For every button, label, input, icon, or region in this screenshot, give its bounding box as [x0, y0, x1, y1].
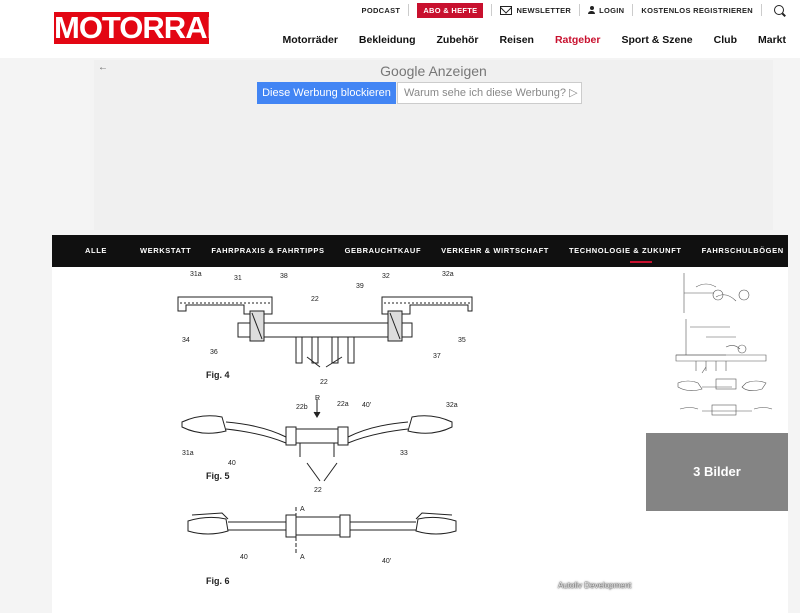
play-icon: ▷: [569, 87, 578, 99]
cat-gebrauchtkauf[interactable]: GEBRAUCHTKAUF: [344, 246, 422, 255]
podcast-link[interactable]: PODCAST: [361, 5, 401, 15]
part-40-fig6: 40: [240, 554, 248, 561]
ads-label: Anzeigen: [428, 63, 487, 79]
part-32: 32: [382, 273, 390, 280]
fig6-drawing: [188, 507, 456, 555]
nav-sport-szene[interactable]: Sport & Szene: [621, 34, 693, 46]
part-22a: 22a: [337, 401, 349, 408]
image-credit: Autoliv Development: [558, 581, 632, 590]
ad-container: [94, 60, 773, 230]
part-A-bottom: A: [300, 554, 305, 561]
fig4-drawing: [178, 297, 472, 367]
fig5-drawing: [182, 399, 452, 481]
login-label: LOGIN: [599, 5, 625, 15]
nav-zubehoer[interactable]: Zubehör: [436, 34, 479, 46]
fig4-label: Fig. 4: [206, 370, 230, 380]
part-33: 33: [400, 450, 408, 457]
cat-verkehr[interactable]: VERKEHR & WIRTSCHAFT: [441, 246, 549, 255]
motorrad-logo[interactable]: MOTORRAD: [54, 10, 228, 45]
nav-bekleidung[interactable]: Bekleidung: [358, 34, 416, 46]
cat-alle[interactable]: ALLE: [85, 246, 107, 255]
thumbnail-1[interactable]: [676, 273, 749, 355]
part-31: 31: [234, 275, 242, 282]
search-icon: [774, 5, 784, 15]
nav-reisen[interactable]: Reisen: [499, 34, 534, 46]
part-32a-fig5: 32a: [446, 402, 458, 409]
top-links: [354, 2, 792, 18]
part-35: 35: [458, 337, 466, 344]
google-label: Google: [380, 63, 426, 79]
nav-ratgeber[interactable]: Ratgeber: [554, 34, 601, 46]
why-ad-label: Warum sehe ich diese Werbung?: [404, 87, 567, 99]
fig6-label: Fig. 6: [206, 576, 230, 586]
part-R: R: [315, 395, 321, 402]
nav-markt[interactable]: Markt: [757, 34, 786, 46]
newsletter-label: NEWSLETTER: [516, 5, 572, 15]
ad-back-icon[interactable]: ←: [98, 62, 108, 73]
cat-werkstatt[interactable]: WERKSTATT: [139, 246, 192, 255]
part-A-top: A: [300, 506, 305, 513]
image-count-overlay[interactable]: 3 Bilder: [646, 433, 788, 511]
part-22: 22: [311, 296, 319, 303]
cat-fahrpraxis[interactable]: FAHRPRAXIS & FAHRTIPPS: [211, 246, 325, 255]
search-button[interactable]: [762, 5, 792, 15]
nav-club[interactable]: Club: [713, 34, 737, 46]
part-40: 40: [228, 460, 236, 467]
part-32a: 32a: [442, 271, 454, 278]
part-40-prime-fig6: 40': [382, 558, 392, 565]
register-link[interactable]: KOSTENLOS REGISTRIEREN: [641, 5, 753, 15]
part-34: 34: [182, 337, 190, 344]
mail-icon: [500, 6, 512, 15]
nav-motorraeder[interactable]: Motorräder: [282, 34, 338, 46]
fig5-label: Fig. 5: [206, 471, 230, 481]
part-40-prime: 40': [362, 402, 372, 409]
part-39: 39: [356, 283, 364, 290]
thumbnail-strip: [646, 267, 788, 613]
google-ads-label: [94, 63, 773, 79]
part-31a: 31a: [190, 271, 202, 278]
main-nav: [261, 34, 786, 46]
part-38: 38: [280, 273, 288, 280]
abo-hefte-button[interactable]: ABO & HEFTE: [417, 3, 483, 18]
block-ad-button[interactable]: Diese Werbung blockieren: [257, 82, 396, 104]
patent-drawing[interactable]: [172, 267, 512, 607]
part-22b: 22b: [296, 404, 308, 411]
part-31a-fig5: 31a: [182, 450, 194, 457]
category-nav: [52, 235, 788, 267]
newsletter-link[interactable]: [492, 6, 579, 15]
part-22-fig4: 22: [320, 379, 328, 386]
thumbnail-2[interactable]: [676, 355, 772, 415]
part-37: 37: [433, 353, 441, 360]
image-gallery: [52, 267, 788, 613]
part-22-fig5: 22: [314, 487, 322, 494]
cat-fahrschulboegen[interactable]: FAHRSCHULBÖGEN: [701, 246, 784, 255]
part-36: 36: [210, 349, 218, 356]
why-ad-button[interactable]: [397, 82, 582, 104]
login-link[interactable]: [580, 6, 632, 15]
user-icon: [588, 6, 595, 14]
site-header: [0, 0, 800, 58]
cat-technologie[interactable]: TECHNOLOGIE & ZUKUNFT: [549, 235, 682, 267]
